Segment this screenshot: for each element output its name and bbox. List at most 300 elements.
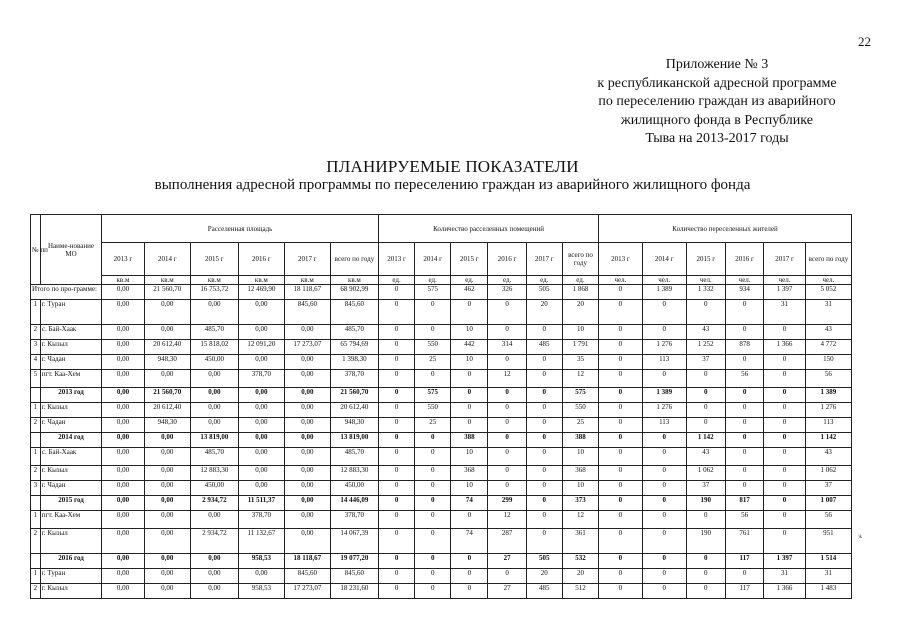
value-cell: 0 xyxy=(686,300,725,325)
appendix-line: Приложение № 3 xyxy=(665,57,769,72)
value-cell: 388 xyxy=(562,433,598,448)
unit-cell: чел. xyxy=(805,276,851,285)
value-cell: 575 xyxy=(415,285,451,300)
row-number: 4 xyxy=(31,355,41,370)
value-cell: 0 xyxy=(686,584,725,599)
municipality-name: г. Кызыл xyxy=(40,466,101,481)
value-cell: 0,00 xyxy=(238,433,284,448)
value-cell: 20 xyxy=(526,300,562,325)
value-cell: 0,00 xyxy=(284,370,330,388)
value-cell: 0 xyxy=(599,325,643,340)
value-cell: 0 xyxy=(526,448,562,466)
value-cell: 0,00 xyxy=(284,325,330,340)
unit-cell: ед. xyxy=(562,276,598,285)
value-cell: 0 xyxy=(379,403,415,418)
table-row xyxy=(31,325,852,340)
value-cell: 0,00 xyxy=(190,388,238,403)
value-cell: 4 772 xyxy=(805,340,851,355)
row-number xyxy=(31,554,41,569)
value-cell: 0,00 xyxy=(144,448,190,466)
row-number xyxy=(31,388,41,403)
value-cell: 0,00 xyxy=(190,300,238,325)
value-cell: 10 xyxy=(451,448,488,466)
value-cell: 1 332 xyxy=(686,285,725,300)
value-cell: 0,00 xyxy=(102,584,145,599)
value-cell: 11 511,37 xyxy=(238,496,284,511)
value-cell: 0 xyxy=(488,355,526,370)
municipality-name: г. Чадан xyxy=(40,418,101,433)
value-cell: 0 xyxy=(764,511,806,529)
value-cell: 0 xyxy=(379,300,415,325)
unit-cell: чел. xyxy=(725,276,763,285)
value-cell: 25 xyxy=(415,355,451,370)
table-row xyxy=(31,529,852,554)
table-row xyxy=(31,511,852,529)
unit-cell: чел. xyxy=(764,276,806,285)
value-cell: 56 xyxy=(725,370,763,388)
municipality-name: г. Кызыл xyxy=(40,340,101,355)
value-cell: 0 xyxy=(764,481,806,496)
value-cell: 0 xyxy=(415,300,451,325)
value-cell: 0 xyxy=(379,529,415,554)
value-cell: 37 xyxy=(805,481,851,496)
value-cell: 25 xyxy=(415,418,451,433)
value-cell: 0,00 xyxy=(238,403,284,418)
value-cell: 505 xyxy=(526,285,562,300)
value-cell: 550 xyxy=(415,340,451,355)
table-row xyxy=(31,418,852,433)
value-cell: 11 132,67 xyxy=(238,529,284,554)
value-cell: 1 389 xyxy=(642,285,686,300)
row-number xyxy=(31,433,41,448)
value-cell: 117 xyxy=(725,554,763,569)
value-cell: 485 xyxy=(526,340,562,355)
value-cell: 0,00 xyxy=(284,481,330,496)
value-cell: 0,00 xyxy=(144,370,190,388)
value-cell: 0 xyxy=(686,403,725,418)
value-cell: 0,00 xyxy=(102,388,145,403)
value-cell: 12 469,90 xyxy=(238,285,284,300)
value-cell: 0,00 xyxy=(144,300,190,325)
value-cell: 1 483 xyxy=(805,584,851,599)
value-cell: 0 xyxy=(379,285,415,300)
value-cell: 378,70 xyxy=(238,370,284,388)
value-cell: 0 xyxy=(526,466,562,481)
year-header-area: 2015 г xyxy=(190,243,238,276)
value-cell: 948,30 xyxy=(330,418,378,433)
value-cell: 1 791 xyxy=(562,340,598,355)
value-cell: 0 xyxy=(526,403,562,418)
value-cell: 0 xyxy=(526,418,562,433)
value-cell: 0,00 xyxy=(284,388,330,403)
value-cell: 0,00 xyxy=(102,285,145,300)
unit-cell: чел. xyxy=(686,276,725,285)
value-cell: 373 xyxy=(562,496,598,511)
value-cell: 31 xyxy=(764,569,806,584)
value-cell: 878 xyxy=(725,340,763,355)
value-cell: 37 xyxy=(686,355,725,370)
value-cell: 0 xyxy=(379,584,415,599)
value-cell: 1 397 xyxy=(764,554,806,569)
value-cell: 18 231,60 xyxy=(330,584,378,599)
year-header-people: 2014 г xyxy=(642,243,686,276)
value-cell: 0 xyxy=(415,584,451,599)
value-cell: 0,00 xyxy=(284,403,330,418)
year-header-rooms: 2013 г xyxy=(379,243,415,276)
value-cell: 0,00 xyxy=(144,496,190,511)
table-row xyxy=(31,370,852,388)
value-cell: 761 xyxy=(725,529,763,554)
value-cell: 0 xyxy=(379,481,415,496)
value-cell: 1 062 xyxy=(805,466,851,481)
year-header-people: 2015 г xyxy=(686,243,725,276)
municipality-name: г. Чадан xyxy=(40,355,101,370)
unit-cell: кв.м xyxy=(144,276,190,285)
unit-cell: ед. xyxy=(488,276,526,285)
year-header-rooms: всего по году xyxy=(562,243,598,276)
value-cell: 0 xyxy=(451,554,488,569)
value-cell: 0 xyxy=(642,325,686,340)
value-cell: 17 273,07 xyxy=(284,340,330,355)
value-cell: 0 xyxy=(725,569,763,584)
year-header-rooms: 2014 г xyxy=(415,243,451,276)
value-cell: 0,00 xyxy=(190,569,238,584)
value-cell: 951 xyxy=(805,529,851,554)
value-cell: 0 xyxy=(379,433,415,448)
value-cell: 575 xyxy=(562,388,598,403)
value-cell: 0 xyxy=(451,511,488,529)
table-body xyxy=(31,285,852,599)
value-cell: 0 xyxy=(764,355,806,370)
value-cell: 1 276 xyxy=(642,403,686,418)
value-cell: 442 xyxy=(451,340,488,355)
table-row xyxy=(31,300,852,325)
value-cell: 0 xyxy=(642,554,686,569)
value-cell: 0 xyxy=(599,529,643,554)
table-row xyxy=(31,481,852,496)
value-cell: 450,00 xyxy=(330,481,378,496)
value-cell: 16 753,72 xyxy=(190,285,238,300)
value-cell: 0,00 xyxy=(238,355,284,370)
value-cell: 0,00 xyxy=(190,370,238,388)
value-cell: 0,00 xyxy=(190,511,238,529)
value-cell: 550 xyxy=(562,403,598,418)
municipality-name: г. Кызыл xyxy=(40,584,101,599)
municipality-name: 2014 год xyxy=(40,433,101,448)
value-cell: 378,70 xyxy=(238,511,284,529)
year-header-rooms: 2016 г xyxy=(488,243,526,276)
value-cell: 934 xyxy=(725,285,763,300)
value-cell: 0 xyxy=(599,511,643,529)
value-cell: 74 xyxy=(451,529,488,554)
unit-cell: кв.м xyxy=(102,276,145,285)
value-cell: 0,00 xyxy=(102,481,145,496)
value-cell: 450,00 xyxy=(190,481,238,496)
value-cell: 299 xyxy=(488,496,526,511)
value-cell: 1 276 xyxy=(642,340,686,355)
value-cell: 0 xyxy=(725,355,763,370)
value-cell: 0,00 xyxy=(238,325,284,340)
value-cell: 0,00 xyxy=(238,418,284,433)
value-cell: 388 xyxy=(451,433,488,448)
table-row xyxy=(31,340,852,355)
value-cell: 0,00 xyxy=(238,388,284,403)
table-row xyxy=(31,448,852,466)
value-cell: 0 xyxy=(764,529,806,554)
value-cell: 0 xyxy=(725,481,763,496)
value-cell: 0,00 xyxy=(102,300,145,325)
value-cell: 0,00 xyxy=(102,529,145,554)
value-cell: 0 xyxy=(415,325,451,340)
row-number: 2 xyxy=(31,584,41,599)
unit-cell: ед. xyxy=(379,276,415,285)
value-cell: 0 xyxy=(379,388,415,403)
value-cell: 0 xyxy=(599,285,643,300)
value-cell: 0,00 xyxy=(190,418,238,433)
value-cell: 0,00 xyxy=(238,466,284,481)
value-cell: 485,70 xyxy=(330,448,378,466)
table-row xyxy=(31,584,852,599)
value-cell: 18 118,67 xyxy=(284,285,330,300)
value-cell: 485,70 xyxy=(330,325,378,340)
municipality-name: 2016 год xyxy=(40,554,101,569)
value-cell: 0 xyxy=(725,300,763,325)
value-cell: 0 xyxy=(599,340,643,355)
value-cell: 21 560,70 xyxy=(330,388,378,403)
appendix-line: жилищного фонда в Республике xyxy=(621,112,813,128)
value-cell: 0 xyxy=(379,325,415,340)
value-cell: 378,70 xyxy=(330,370,378,388)
year-total-row xyxy=(31,388,852,403)
row-number: 1 xyxy=(31,300,41,325)
value-cell: 56 xyxy=(805,370,851,388)
row-number: 5 xyxy=(31,370,41,388)
year-header-area: 2014 г xyxy=(144,243,190,276)
years-header-row xyxy=(31,243,852,276)
value-cell: 20 xyxy=(562,300,598,325)
value-cell: 0,00 xyxy=(144,433,190,448)
unit-cell: ед. xyxy=(415,276,451,285)
municipality-name: г. Кызыл xyxy=(40,403,101,418)
value-cell: 0 xyxy=(599,466,643,481)
value-cell: 150 xyxy=(805,355,851,370)
value-cell: 1 142 xyxy=(805,433,851,448)
value-cell: 0 xyxy=(764,433,806,448)
value-cell: 43 xyxy=(805,325,851,340)
value-cell: 0 xyxy=(451,569,488,584)
value-cell: 31 xyxy=(805,300,851,325)
value-cell: 0,00 xyxy=(102,325,145,340)
units-header-row xyxy=(31,276,852,285)
value-cell: 0,00 xyxy=(190,403,238,418)
value-cell: 1 007 xyxy=(805,496,851,511)
value-cell: 0,00 xyxy=(284,355,330,370)
value-cell: 0 xyxy=(599,569,643,584)
value-cell: 0,00 xyxy=(102,433,145,448)
appendix-line: к республиканской адресной программе xyxy=(597,75,837,91)
value-cell: 1 868 xyxy=(562,285,598,300)
value-cell: 0 xyxy=(379,554,415,569)
appendix-line: Тыва на 2013-2017 годы xyxy=(645,131,789,146)
year-header-rooms: 2015 г xyxy=(451,243,488,276)
value-cell: 0 xyxy=(686,554,725,569)
value-cell: 0 xyxy=(599,418,643,433)
year-header-area: всего по году xyxy=(330,243,378,276)
value-cell: 0 xyxy=(725,388,763,403)
value-cell: 0 xyxy=(764,325,806,340)
value-cell: 450,00 xyxy=(190,355,238,370)
value-cell: 1 398,30 xyxy=(330,355,378,370)
value-cell: 0,00 xyxy=(102,554,145,569)
value-cell: 0 xyxy=(642,584,686,599)
value-cell: 0 xyxy=(488,569,526,584)
column-header-no: № пп xyxy=(31,215,41,285)
value-cell: 43 xyxy=(686,448,725,466)
value-cell: 31 xyxy=(764,300,806,325)
value-cell: 20 612,40 xyxy=(144,403,190,418)
value-cell: 0 xyxy=(642,569,686,584)
value-cell: 326 xyxy=(488,285,526,300)
value-cell: 0 xyxy=(451,418,488,433)
value-cell: 12 883,30 xyxy=(330,466,378,481)
value-cell: 845,60 xyxy=(284,300,330,325)
value-cell: 190 xyxy=(686,529,725,554)
value-cell: 485,70 xyxy=(190,325,238,340)
municipality-name: с. Бай-Хаак xyxy=(40,448,101,466)
row-number: 1 xyxy=(31,569,41,584)
value-cell: 0,00 xyxy=(238,481,284,496)
value-cell: 0 xyxy=(599,300,643,325)
value-cell: 13 819,00 xyxy=(330,433,378,448)
value-cell: 113 xyxy=(642,355,686,370)
municipality-name: с. Бай-Хаак xyxy=(40,325,101,340)
value-cell: 845,60 xyxy=(284,569,330,584)
municipality-name: г. Туран xyxy=(40,300,101,325)
value-cell: 12 xyxy=(562,370,598,388)
value-cell: 0,00 xyxy=(144,325,190,340)
value-cell: 0 xyxy=(526,325,562,340)
year-header-area: 2016 г xyxy=(238,243,284,276)
value-cell: 0 xyxy=(764,496,806,511)
value-cell: 1 252 xyxy=(686,340,725,355)
row-number: 2 xyxy=(31,529,41,554)
page-number: 22 xyxy=(858,34,871,49)
value-cell: 0 xyxy=(488,466,526,481)
value-cell: 68 902,99 xyxy=(330,285,378,300)
value-cell: 0 xyxy=(599,370,643,388)
value-cell: 845,60 xyxy=(330,300,378,325)
document-subtitle: выполнения адресной программы по переселению граждан из аварийного жилищного фонда xyxy=(154,177,751,193)
value-cell: 0 xyxy=(642,433,686,448)
value-cell: 0 xyxy=(725,418,763,433)
value-cell: 0 xyxy=(599,433,643,448)
value-cell: 958,53 xyxy=(238,584,284,599)
value-cell: 0 xyxy=(379,448,415,466)
value-cell: 14 446,09 xyxy=(330,496,378,511)
column-header-name: Наиме-нование МО xyxy=(40,215,101,285)
value-cell: 0 xyxy=(415,466,451,481)
table-row xyxy=(31,285,852,300)
value-cell: 1 366 xyxy=(764,340,806,355)
row-number xyxy=(31,496,41,511)
value-cell: 21 560,70 xyxy=(144,285,190,300)
municipality-name: пгт. Каа-Хем xyxy=(40,370,101,388)
value-cell: 505 xyxy=(526,554,562,569)
value-cell: 0,00 xyxy=(144,584,190,599)
value-cell: 0 xyxy=(686,418,725,433)
year-header-rooms: 2017 г xyxy=(526,243,562,276)
value-cell: 287 xyxy=(488,529,526,554)
year-total-row xyxy=(31,554,852,569)
value-cell: 368 xyxy=(562,466,598,481)
row-number: 1 xyxy=(31,448,41,466)
value-cell: 0,00 xyxy=(284,448,330,466)
value-cell: 0 xyxy=(599,448,643,466)
value-cell: 0 xyxy=(599,388,643,403)
year-total-row xyxy=(31,496,852,511)
value-cell: 0,00 xyxy=(102,370,145,388)
unit-cell: ед. xyxy=(451,276,488,285)
value-cell: 0,00 xyxy=(102,418,145,433)
value-cell: 0,00 xyxy=(102,403,145,418)
value-cell: 10 xyxy=(562,481,598,496)
year-total-row xyxy=(31,433,852,448)
value-cell: 56 xyxy=(805,511,851,529)
municipality-name: 2013 год xyxy=(40,388,101,403)
value-cell: 0 xyxy=(599,554,643,569)
value-cell: 0 xyxy=(415,554,451,569)
value-cell: 0 xyxy=(451,300,488,325)
value-cell: 17 273,07 xyxy=(284,584,330,599)
value-cell: 0 xyxy=(379,340,415,355)
value-cell: 20 xyxy=(562,569,598,584)
year-header-area: 2013 г xyxy=(102,243,145,276)
value-cell: 12 xyxy=(488,370,526,388)
value-cell: 0 xyxy=(686,388,725,403)
value-cell: 0 xyxy=(642,370,686,388)
value-cell: 2 934,72 xyxy=(190,496,238,511)
value-cell: 0 xyxy=(488,481,526,496)
value-cell: 0 xyxy=(379,355,415,370)
value-cell: 0 xyxy=(379,511,415,529)
municipality-name: г. Чадан xyxy=(40,481,101,496)
value-cell: 15 818,02 xyxy=(190,340,238,355)
row-number: 1 xyxy=(31,511,41,529)
value-cell: 0 xyxy=(686,569,725,584)
value-cell: 817 xyxy=(725,496,763,511)
value-cell: 0 xyxy=(642,481,686,496)
scan-mark: )k xyxy=(858,535,863,540)
value-cell: 0 xyxy=(725,325,763,340)
value-cell: 20 612,40 xyxy=(144,340,190,355)
value-cell: 845,60 xyxy=(330,569,378,584)
value-cell: 14 067,39 xyxy=(330,529,378,554)
value-cell: 1 514 xyxy=(805,554,851,569)
value-cell: 0 xyxy=(526,388,562,403)
value-cell: 1 397 xyxy=(764,285,806,300)
row-number: 2 xyxy=(31,466,41,481)
value-cell: 56 xyxy=(725,511,763,529)
municipality-name: г. Кызыл xyxy=(40,529,101,554)
value-cell: 368 xyxy=(451,466,488,481)
value-cell: 0,00 xyxy=(238,448,284,466)
value-cell: 65 794,69 xyxy=(330,340,378,355)
value-cell: 0 xyxy=(642,511,686,529)
value-cell: 462 xyxy=(451,285,488,300)
value-cell: 0 xyxy=(599,403,643,418)
value-cell: 0 xyxy=(488,388,526,403)
value-cell: 0 xyxy=(379,496,415,511)
